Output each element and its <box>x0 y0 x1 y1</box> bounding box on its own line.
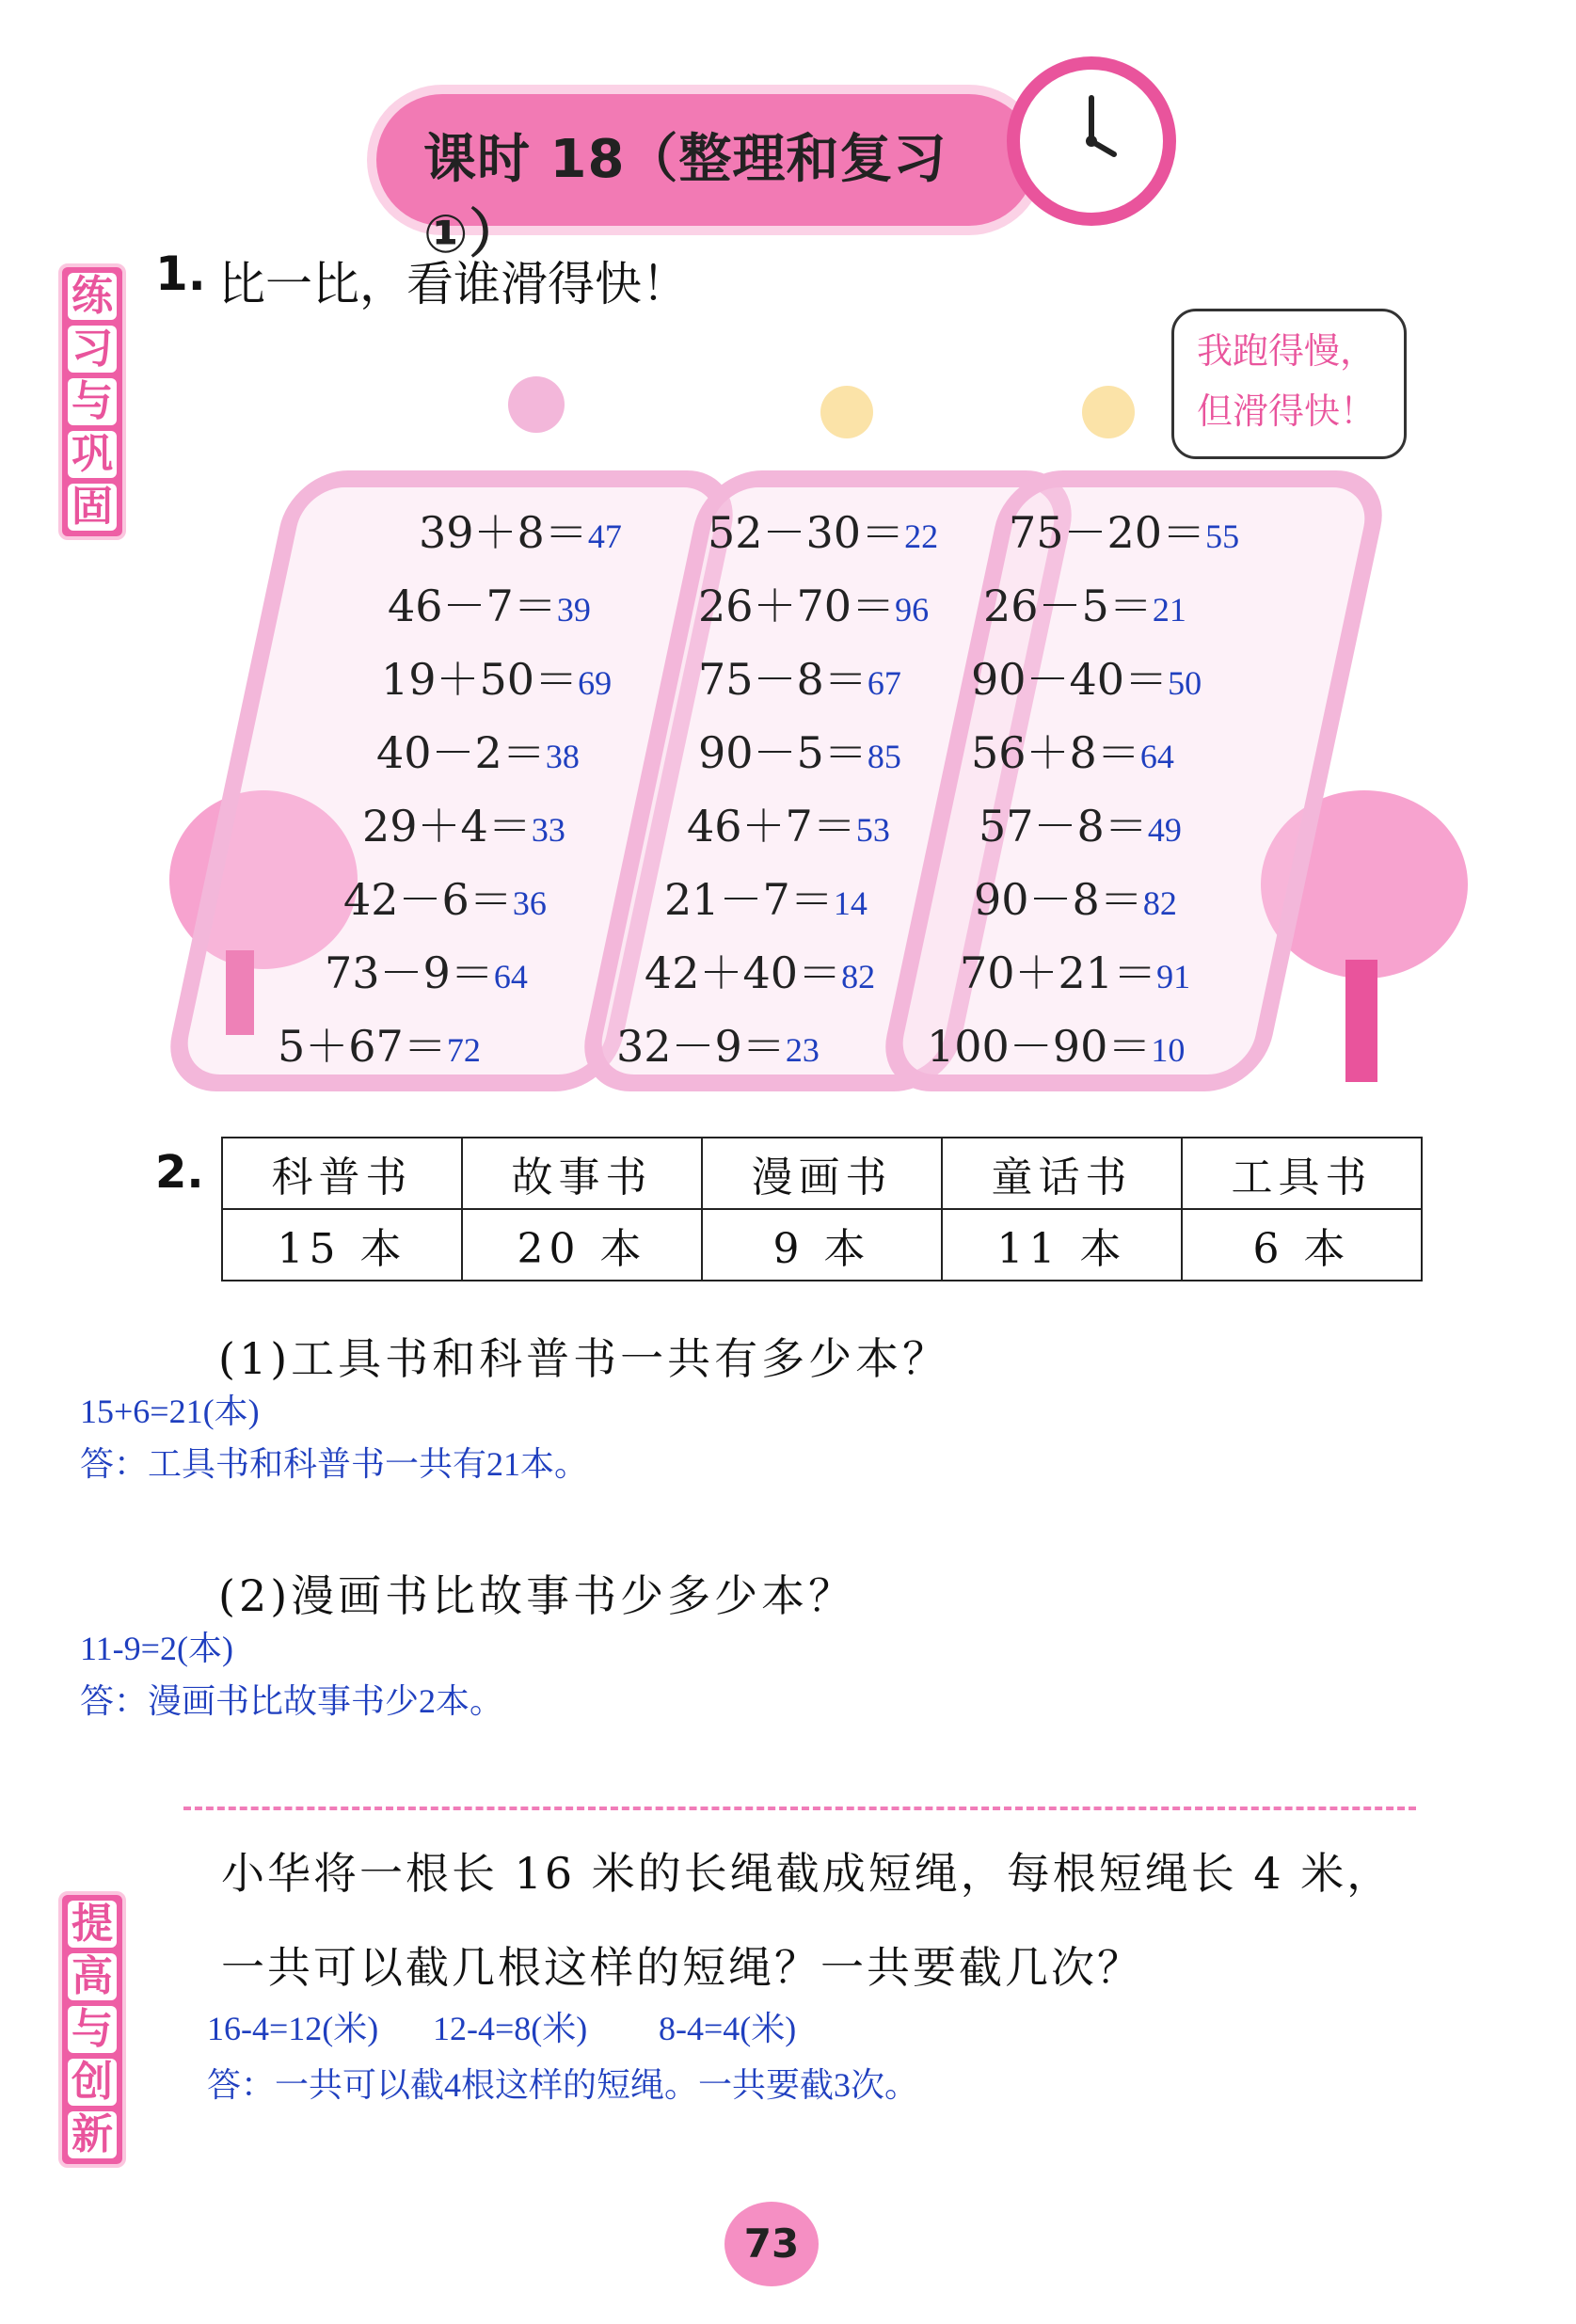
equation <box>971 719 1174 781</box>
equation <box>698 572 929 634</box>
answer: 22 <box>904 517 939 555</box>
equation <box>343 866 547 928</box>
improve-tab <box>58 1891 126 2168</box>
tab-char: 提 <box>68 1901 117 1948</box>
expression: 70＋21＝ <box>960 947 1157 998</box>
equation <box>1009 499 1239 561</box>
answer: 21 <box>1152 591 1186 629</box>
bonus-line: 一共可以截几根这样的短绳？一共要截几次？ <box>221 1942 1143 1993</box>
answer: 67 <box>867 664 901 702</box>
expression: 90－40＝ <box>971 654 1169 705</box>
expression: 5＋67＝ <box>278 1021 447 1072</box>
expression: 21－7＝ <box>664 874 834 925</box>
equation <box>376 719 580 781</box>
bonus-line: 小华将一根长 16 米的长绳截成短绳，每根短绳长 4 米， <box>221 1848 1393 1899</box>
answer: 85 <box>867 738 901 775</box>
answer: 72 <box>446 1031 481 1069</box>
equation <box>974 866 1177 928</box>
tab-char: 新 <box>68 2111 117 2158</box>
answer: 10 <box>1151 1031 1186 1069</box>
equation <box>616 1012 820 1074</box>
expression: 100－90＝ <box>927 1021 1152 1072</box>
expression: 46＋7＝ <box>687 801 856 852</box>
practice-tab <box>58 263 126 540</box>
answer: 23 <box>785 1031 820 1069</box>
expression: 32－9＝ <box>616 1021 786 1072</box>
equation <box>278 1012 481 1074</box>
answer: 96 <box>895 591 930 629</box>
expression: 75－20＝ <box>1009 507 1206 558</box>
answer: 91 <box>1156 958 1191 995</box>
expression: 57－8＝ <box>979 801 1148 852</box>
table-cell: 9 本 <box>702 1209 942 1281</box>
equation <box>979 792 1182 854</box>
tab-char: 与 <box>68 378 117 425</box>
turtle-icon <box>1082 386 1135 438</box>
expression: 40－2＝ <box>376 727 546 778</box>
answer: 49 <box>1147 811 1182 849</box>
table-cell: 11 本 <box>942 1209 1182 1281</box>
book-table <box>221 1137 1423 1281</box>
answer: 82 <box>1142 884 1177 922</box>
tab-char: 创 <box>68 2059 117 2106</box>
speech-bubble <box>1171 309 1407 459</box>
expression: 42－6＝ <box>343 874 513 925</box>
equation <box>698 645 901 708</box>
equation <box>960 939 1190 1001</box>
answer: 82 <box>841 958 876 995</box>
tab-char: 固 <box>68 484 117 531</box>
expression: 46－7＝ <box>388 581 557 631</box>
table-cell: 15 本 <box>222 1209 462 1281</box>
question-number: 2. <box>155 1146 204 1199</box>
sub-question: (2)漫画书比故事书少多少本？ <box>218 1570 856 1621</box>
answer: 53 <box>855 811 890 849</box>
expression: 52－30＝ <box>708 507 905 558</box>
equation <box>971 645 1202 708</box>
equation <box>927 1012 1185 1074</box>
speech-line: 我跑得慢， <box>1197 330 1377 372</box>
equation <box>381 645 612 708</box>
equation <box>419 499 622 561</box>
answer-work: 16-4=12(米) <box>207 2010 379 2047</box>
page-title: 课时 18（整理和复习①） <box>423 129 947 265</box>
equation <box>388 572 591 634</box>
answer: 36 <box>512 884 547 922</box>
equation <box>325 939 528 1001</box>
tab-char: 习 <box>68 326 117 373</box>
table-header: 漫画书 <box>702 1138 942 1209</box>
table-cell: 20 本 <box>462 1209 702 1281</box>
answer: 64 <box>1139 738 1174 775</box>
expression: 90－8＝ <box>974 874 1143 925</box>
expression: 29＋4＝ <box>362 801 532 852</box>
expression: 19＋50＝ <box>381 654 579 705</box>
expression: 73－9＝ <box>325 947 494 998</box>
answer: 55 <box>1205 517 1240 555</box>
expression: 75－8＝ <box>698 654 868 705</box>
answer: 38 <box>545 738 580 775</box>
equation <box>362 792 565 854</box>
section-divider <box>183 1807 1416 1810</box>
answer: 14 <box>833 884 868 922</box>
tab-char: 练 <box>68 273 117 320</box>
answer: 39 <box>556 591 591 629</box>
answer-work: 11-9=2(本) <box>80 1630 233 1667</box>
expression: 90－5＝ <box>698 727 868 778</box>
equation <box>664 866 868 928</box>
table-header: 科普书 <box>222 1138 462 1209</box>
answer-work: 8-4=4(米) <box>659 2010 797 2047</box>
table-row <box>222 1209 1422 1281</box>
page-number: 73 <box>724 2202 819 2286</box>
chick-icon <box>820 386 873 438</box>
expression: 42＋40＝ <box>645 947 842 998</box>
tree-trunk <box>1345 960 1377 1082</box>
question-number: 1. <box>155 247 206 301</box>
table-header: 工具书 <box>1182 1138 1422 1209</box>
equation <box>687 792 890 854</box>
answer-text: 答：工具书和科普书一共有21本。 <box>80 1445 589 1483</box>
sub-question: (1)工具书和科普书一共有多少本？ <box>218 1333 950 1384</box>
table-row <box>222 1138 1422 1209</box>
answer: 64 <box>493 958 528 995</box>
expression: 39＋8＝ <box>419 507 588 558</box>
table-header: 童话书 <box>942 1138 1182 1209</box>
speech-line: 但滑得快！ <box>1197 390 1377 432</box>
tab-char: 巩 <box>68 431 117 478</box>
equation <box>983 572 1186 634</box>
expression: 26－5＝ <box>983 581 1153 631</box>
tab-char: 与 <box>68 2006 117 2053</box>
equation <box>708 499 938 561</box>
answer: 50 <box>1168 664 1202 702</box>
cat-icon <box>508 376 565 433</box>
table-header: 故事书 <box>462 1138 702 1209</box>
answer-text: 答：漫画书比故事书少2本。 <box>80 1682 504 1720</box>
expression: 56＋8＝ <box>971 727 1140 778</box>
clock-icon <box>1007 56 1176 226</box>
answer-work: 15+6=21(本) <box>80 1393 260 1430</box>
expression: 26＋70＝ <box>698 581 896 631</box>
answer-text: 答：一共可以截4根这样的短绳。一共要截3次。 <box>207 2066 919 2104</box>
answer: 69 <box>578 664 613 702</box>
table-cell: 6 本 <box>1182 1209 1422 1281</box>
question-prompt: 比一比，看谁滑得快！ <box>218 257 689 311</box>
tab-char: 高 <box>68 1953 117 2000</box>
answer: 33 <box>531 811 565 849</box>
equation <box>698 719 901 781</box>
answer-work: 12-4=8(米) <box>433 2010 588 2047</box>
equation <box>645 939 875 1001</box>
answer: 47 <box>587 517 622 555</box>
